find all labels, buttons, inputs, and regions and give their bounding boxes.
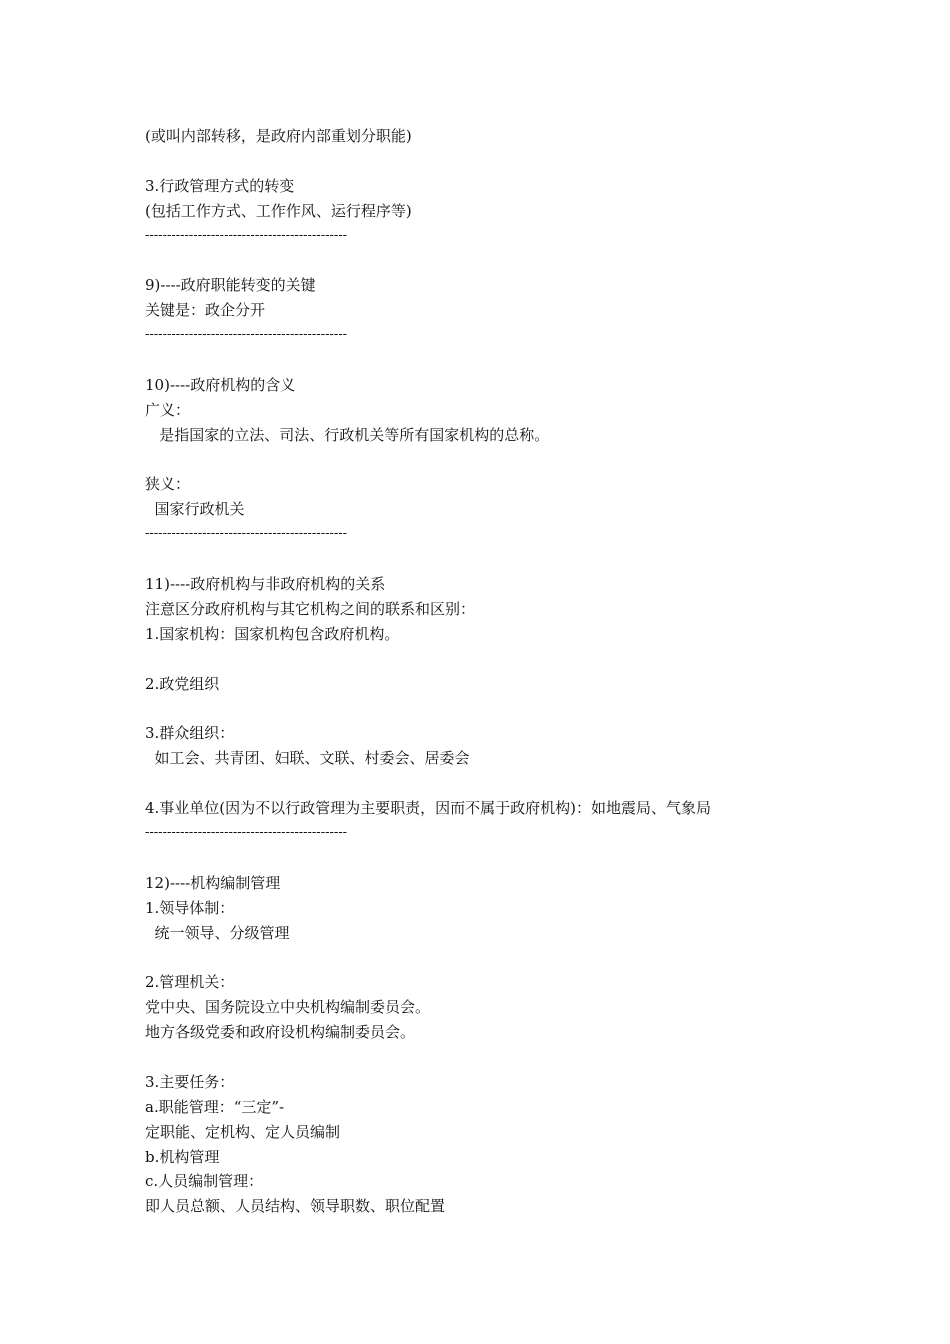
blank-line	[145, 696, 905, 721]
separator-line: ----------------------------------------------	[145, 227, 348, 243]
text-line: (或叫内部转移，是政府内部重划分职能)	[145, 127, 412, 145]
text-line: 4.事业单位(因为不以行政管理为主要职责，因而不属于政府机构)：如地震局、气象局	[145, 799, 712, 818]
separator-line: ----------------------------------------------	[145, 327, 348, 343]
text-line: 广义：	[145, 400, 191, 419]
text-line: c.人员编制管理：	[145, 1172, 264, 1191]
text-line: 是指国家的立法、司法、行政机关等所有国家机构的总称。	[145, 425, 550, 444]
section-heading: 10)----政府机构的含义	[145, 375, 296, 394]
blank-line	[145, 1045, 905, 1070]
blank-line	[145, 647, 905, 672]
text-line: a.职能管理：“三定”-	[145, 1097, 285, 1116]
text-line: 1.领导体制：	[145, 898, 235, 917]
section-heading: 12)----机构编制管理	[145, 873, 281, 892]
blank-line	[145, 547, 905, 572]
text-line: 注意区分政府机构与其它机构之间的联系和区别：	[145, 599, 476, 618]
text-line: b.机构管理	[145, 1147, 220, 1166]
text-line: 3.群众组织：	[145, 724, 235, 743]
section-heading: 9)----政府职能转变的关键	[145, 276, 316, 295]
blank-line	[145, 149, 905, 174]
blank-line	[145, 348, 905, 373]
text-line: 2.管理机关：	[145, 973, 235, 992]
document-body	[145, 124, 905, 1219]
text-line: 如工会、共青团、妇联、文联、村委会、居委会	[145, 749, 470, 768]
text-line: 3.行政管理方式的转变	[145, 176, 295, 195]
blank-line	[145, 846, 905, 871]
section-heading: 11)----政府机构与非政府机构的关系	[145, 575, 386, 594]
separator-line: ----------------------------------------------	[145, 824, 348, 840]
blank-line	[145, 248, 905, 273]
separator-line: ----------------------------------------------	[145, 526, 348, 542]
text-line: 1.国家机构：国家机构包含政府机构。	[145, 624, 400, 643]
blank-line	[145, 448, 905, 473]
text-line: 党中央、国务院设立中央机构编制委员会。	[145, 998, 431, 1017]
text-line: 统一领导、分级管理	[145, 923, 290, 942]
text-line: 狭义：	[145, 475, 191, 494]
text-line: 即人员总额、人员结构、领导职数、职位配置	[145, 1197, 446, 1216]
text-line: 2.政党组织	[145, 674, 220, 693]
text-line: 地方各级党委和政府设机构编制委员会。	[145, 1023, 416, 1042]
blank-line	[145, 945, 905, 970]
text-line: 国家行政机关	[145, 500, 245, 519]
text-line: (包括工作方式、工作作风、运行程序等)	[145, 201, 412, 220]
blank-line	[145, 771, 905, 796]
text-line: 关键是：政企分开	[145, 301, 266, 320]
text-line: 定职能、定机构、定人员编制	[145, 1122, 341, 1141]
text-line: 3.主要任务：	[145, 1072, 235, 1091]
